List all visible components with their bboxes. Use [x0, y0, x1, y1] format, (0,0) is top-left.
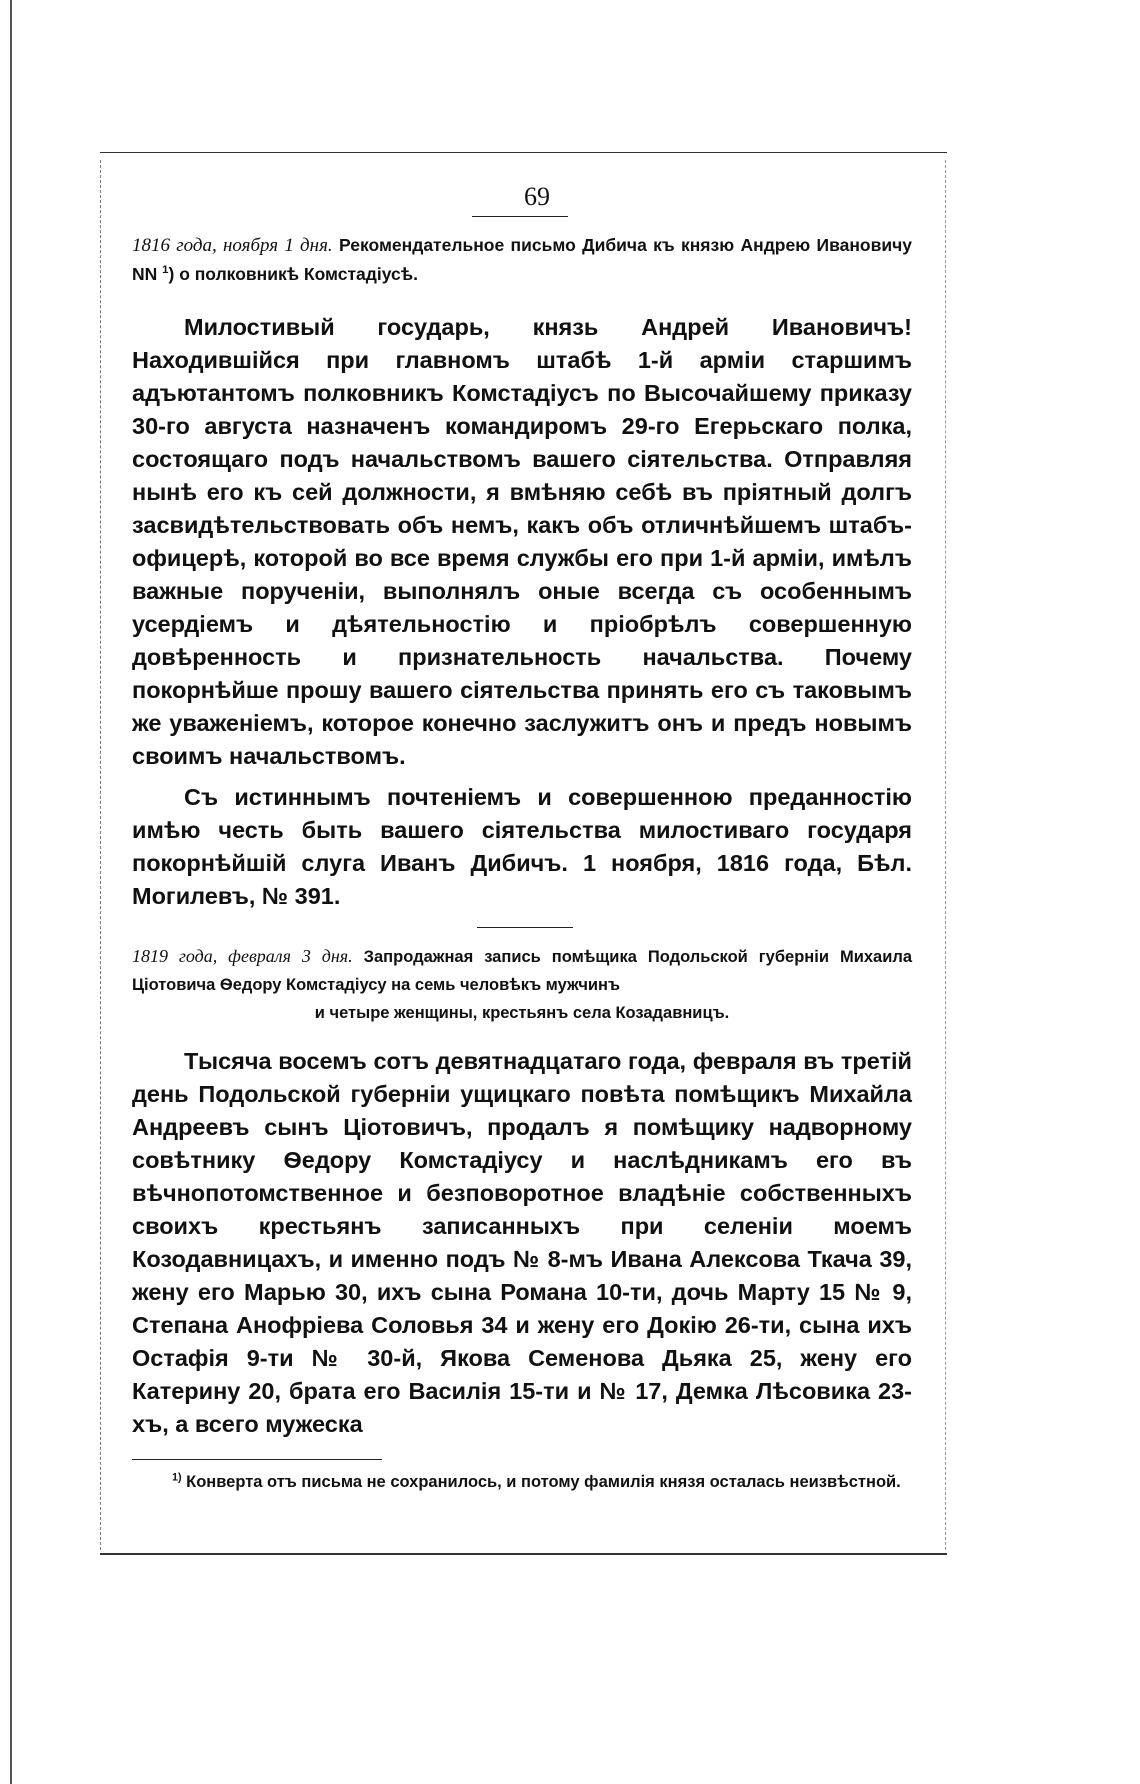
document-title-2-end: и четыре женщины, крестьянъ села Козадавницъ. — [314, 1004, 730, 1022]
document-title-1: Рекомендательное письмо Дибича къ князю Андрею Ивановичу NN — [132, 235, 913, 284]
document-heading-1: 1816 года, ноября 1 дня. Рекомендательное письмо Дибича къ князю Андрею Ивановичу NN $^1$) о полковникѣ Комстадіусѣ. — [132, 235, 913, 284]
footnote-marker: 1) — [172, 1471, 182, 1484]
document-date-1: 1816 года, ноября 1 дня. — [132, 235, 333, 256]
footnote-text: Конверта отъ письма не сохранилось, и потому фамилія князя осталась неизвѣстной. — [186, 1473, 901, 1491]
scan-edge — [10, 0, 12, 1784]
document-heading-2 — [132, 942, 912, 1027]
footnote-ref[interactable]: 1 — [162, 264, 169, 277]
page-content — [132, 180, 912, 1496]
page-number: 69 — [524, 182, 550, 211]
letter-paragraph-2: Съ истиннымъ почтеніемъ и совершенною преданностію имѣю честь быть вашего сіятельства милостиваго государя покорнѣйшій слуга Иванъ Дибичъ. 1 ноября, 1816 года, Бѣл. Могилевъ, № 391. — [132, 784, 912, 909]
footnote-divider — [132, 1459, 382, 1460]
letter-paragraph-1: Милостивый государь, князь Андрей Ивановичъ! Находившійся при главномъ штабѣ 1-й арміи старшимъ адъютантомъ полковникъ Комстадіусъ по Высочайшему приказу 30-го августа назначенъ командиромъ 29-го Егерьскаго полка, состоящаго подъ начальствомъ вашего сіятельства. Отправляя нынѣ его къ сей должности, я вмѣняю себѣ въ пріятный долгъ засвидѣтельствовать объ немъ, какъ объ отличнѣйшемъ штабъ-офицерѣ, которой во все время службы его при 1-й арміи, имѣлъ важные порученіи, выполнялъ оные всегда съ особеннымъ усердіемъ и дѣятельностію и пріобрѣлъ совершенную довѣренность и признательность начальства. Почему покорнѣйше прошу вашего сіятельства принять его съ таковымъ же уваженіемъ, которое конечно заслужитъ онъ и предъ новымъ своимъ начальствомъ. — [132, 314, 912, 769]
document-date-2: 1819 года, февраля 3 дня. — [132, 946, 353, 966]
footnote — [132, 1468, 912, 1496]
deed-paragraph: Тысяча восемъ сотъ девятнадцатаго года, февраля въ третій день Подольской губерніи ущицкаго повѣта помѣщикъ Михайла Андреевъ сынъ Ціотовичъ, продалъ я помѣщику надворному совѣтнику Ѳедору Комстадіусу и наслѣдникамъ его въ вѣчнопотомственное и безповоротное владѣніе собственныхъ своихъ крестьянъ записанныхъ при селеніи моемъ Козодавницахъ, и именно подъ № 8-мъ Ивана Алексова Ткача 39, жену его Марью 30, ихъ сына Романа 10-ти, дочь Марту 15 № 9, Степана Анофріева Соловья 34 и жену его Докію 26-ти, сына ихъ Остафія 9-ти № 30-й, Якова Семенова Дьяка 25, жену его Катерину 20, брата его Василія 15-ти и № 17, Демка Лѣсовика 23-хъ, а всего мужеска — [132, 1048, 912, 1437]
frame-side-left — [100, 160, 102, 1550]
section-divider — [477, 927, 573, 928]
frame-side-right — [945, 160, 947, 1550]
page-number-rule — [472, 216, 568, 217]
document-title-1-end: о полковникѣ Комстадіусѣ. — [179, 264, 418, 284]
document-title-2: Запродажная запись помѣщика Подольской губерніи Михаила Ціотовича Ѳедору Комстадіусу на семь человѣкъ мужчинъ — [132, 948, 912, 994]
